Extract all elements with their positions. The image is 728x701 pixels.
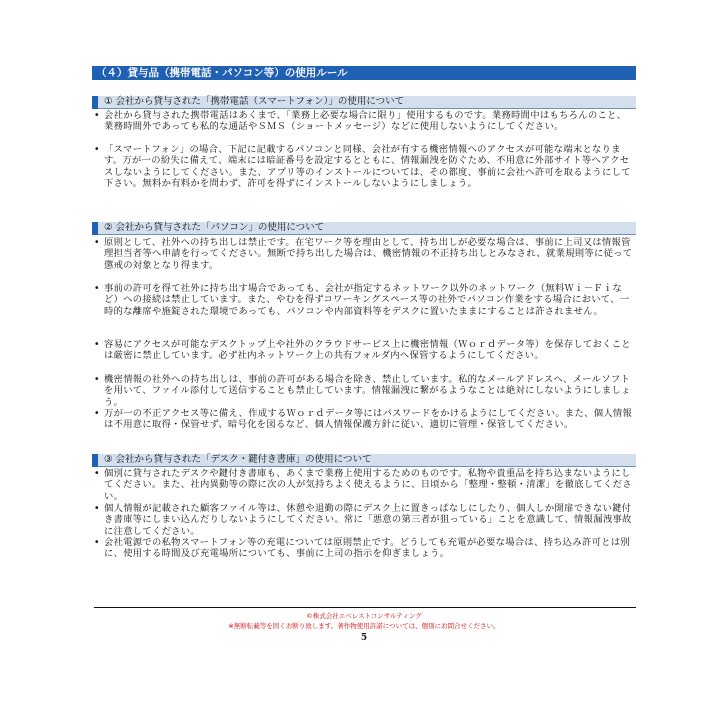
footer-notice: ※無断転載等を固くお断り致します。著作物使用許諾については、個別にお問合せください。 <box>228 622 500 630</box>
list-item-text: 個別に貸与されたデスクや鍵付き書庫も、あくまで業務上使用するためのものです。私物や貴重品を持ち込まないようにしてください。また、社内異動等の際に次の人が気持ちよく使えるように、日頃から「整理・整頓・清潔」を徹底してください。 <box>104 468 632 502</box>
subsection-heading-3 <box>94 454 636 467</box>
list-item <box>94 283 634 317</box>
bullet-icon: • <box>94 144 100 155</box>
list-item <box>94 408 634 431</box>
list-item-text: 万が一の不正アクセス等に備え、作成するＷｏｒｄデータ等にはパスワードをかけるようにしてください。また、個人情報は不用意に取得・保管せず、暗号化を図るなど、個人情報保護方針に従い、適切に管理・保管してください。 <box>104 408 633 431</box>
heading-marker <box>92 454 98 467</box>
list-item-text: 個人情報が記載された顧客ファイル等は、休憩や退勤の際にデスク上に置きっぱなしにしたり、個人しか開扉できない鍵付き書庫等にしまい込んだりしないようにしてください。常に「悪意の第三者が狙っている」ことを意識して、情報漏洩事故に注意してください。 <box>104 503 632 537</box>
heading-marker <box>92 222 98 235</box>
list-item-text: 会社電源での私物スマートフォン等の充電については原則禁止です。どうしても充電が必要な場合は、持ち込み許可とは別に、使用する時間及び充電場所についても、事前に上司の指示を仰ぎましょう。 <box>104 537 630 560</box>
list-item-text: 機密情報の社外への持ち出しは、事前の許可がある場合を除き、禁止しています。私的なメールアドレスへ、メールソフトを用いて、ファイル添付して送信することも禁止しています。情報漏洩に繋がるようなことは絶対にしないようにしましょう。 <box>104 374 631 408</box>
list-item <box>94 237 634 271</box>
list-item-text: 会社から貸与された携帯電話はあくまで、「業務上必要な場合に限り」使用するものです。業務時間中はもちろんのこと、業務時間外であっても私的な通話やＳＭＳ（ショートメッセージ）などに使用しないようにしてください。 <box>104 110 627 133</box>
list-item <box>94 468 634 502</box>
bullet-icon: • <box>94 503 100 514</box>
bullet-icon: • <box>94 537 100 548</box>
bullet-icon: • <box>94 468 100 479</box>
list-item <box>94 144 634 189</box>
list-item <box>94 537 634 560</box>
list-item <box>94 503 634 537</box>
bullet-icon: • <box>94 408 100 419</box>
list-item-text: 「スマートフォン」の場合、下記に記載するパソコンと同様、会社が有する機密情報へのアクセスが可能な端末となります。万が一の紛失に備えて、端末には暗証番号を設定するとともに、情報漏洩を防ぐため、不用意に外部サイト等へアクセスしないようにしてください。また、アプリ等のインストールについては、その都度、事前に会社へ許可を取るようにして下さい。無料か有料かを問わず、許可を得ずにインストールしないようにしましょう。 <box>104 144 631 189</box>
bullet-icon: • <box>94 374 100 385</box>
footer-divider <box>94 607 636 608</box>
subsection-heading-text: ③ 会社から貸与された「デスク・鍵付き書庫」の使用について <box>104 454 372 465</box>
subsection-heading-2 <box>94 222 636 235</box>
subsection-heading-text: ① 会社から貸与された「携帯電話（スマートフォン）」の使用について <box>104 96 405 107</box>
list-item <box>94 339 634 362</box>
list-item-text: 事前の許可を得て社外に持ち出す場合であっても、会社が指定するネットワーク以外のネットワーク（無料Ｗｉ－Ｆｉなど）への接続は禁止しています。また、やむを得ずコワーキングスペース等の社外でパソコン作業をする場合において、一時的な離席や施錠された環境であっても、パソコンや内部資料等をデスクに置いたままにすることは許されません。 <box>104 283 630 317</box>
bullet-icon: • <box>94 283 100 294</box>
list-item-text: 原則として、社外への持ち出しは禁止です。在宅ワーク等を理由として、持ち出しが必要な場合は、事前に上司又は情報管理担当者等へ申請を行ってください。無断で持ち出した場合は、機密情報の不正持ち出しとみなされ、就業規則等に従って懲戒の対象となり得ます。 <box>104 237 633 271</box>
page-number: 5 <box>360 633 368 643</box>
section-title-bar <box>92 66 636 80</box>
subsection-heading-1 <box>94 96 636 109</box>
bullet-icon: • <box>94 110 100 121</box>
footer-copyright: ©株式会社エベレストコンサルティング <box>306 612 422 620</box>
bullet-icon: • <box>94 339 100 350</box>
subsection-heading-text: ② 会社から貸与された「パソコン」の使用について <box>104 222 325 233</box>
section-title: （４）貸与品（携帯電話・パソコン等）の使用ルール <box>96 67 348 79</box>
bullet-icon: • <box>94 237 100 248</box>
list-item-text: 容易にアクセスが可能なデスクトップ上や社外のクラウドサービス上に機密情報（Ｗｏｒｄデータ等）を保存しておくことは厳密に禁止しています。必ず社内ネットワーク上の共有フォルダ内へ保管するようにしてください。 <box>104 339 631 362</box>
list-item <box>94 110 634 133</box>
heading-marker <box>92 96 98 109</box>
list-item <box>94 374 634 408</box>
